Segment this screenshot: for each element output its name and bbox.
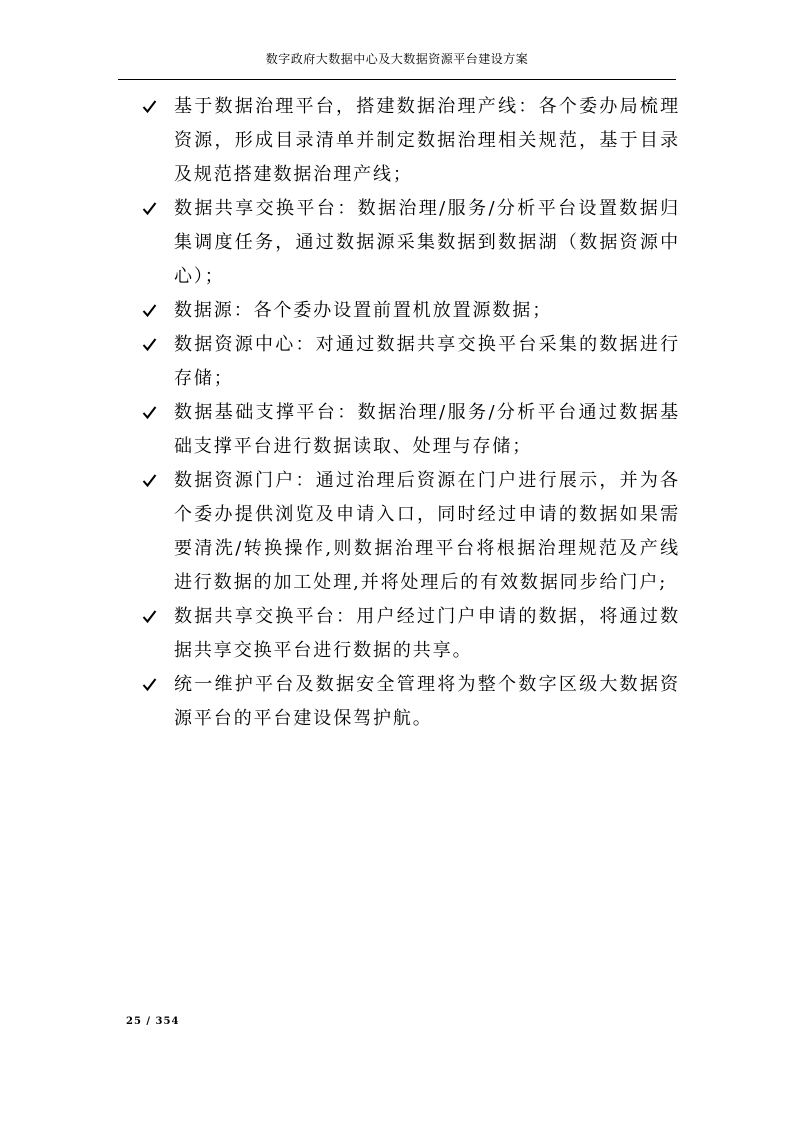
list-item-text: 数据资源门户：通过治理后资源在门户进行展示，并为各个委办提供浏览及申请入口，同时经过申请的数据如果需要清洗/转换操作,则数据治理平台将根据治理规范及产线进行数据的加工处理,并将处理后的有效数据同步给门户; [174,470,680,593]
bullet-list [140,90,680,736]
list-item-text: 数据共享交换平台：用户经过门户申请的数据，将通过数据共享交换平台进行数据的共享。 [174,606,680,661]
list-item [140,90,680,192]
list-item [140,396,680,464]
list-item-text: 基于数据治理平台，搭建数据治理产线：各个委办局梳理资源，形成目录清单并制定数据治理相关规范，基于目录及规范搭建数据治理产线； [174,96,680,185]
list-item-text: 统一维护平台及数据安全管理将为整个数字区级大数据资源平台的平台建设保驾护航。 [174,674,680,729]
list-item [140,294,680,328]
page-number: 25 / 354 [126,1016,180,1027]
page-header: 数字政府大数据中心及大数据资源平台建设方案 [265,52,529,66]
list-item-text: 数据共享交换平台：数据治理/服务/分析平台设置数据归集调度任务，通过数据源采集数据到数据湖（数据资源中心）； [174,198,680,287]
list-item [140,600,680,668]
check-icon [140,464,162,498]
check-icon [140,294,162,328]
check-icon [140,668,162,702]
list-item [140,464,680,600]
list-item-text: 数据基础支撑平台：数据治理/服务/分析平台通过数据基础支撑平台进行数据读取、处理与存储； [174,402,680,457]
check-icon [140,396,162,430]
header-divider [118,79,676,80]
check-icon [140,600,162,634]
list-item-text: 数据资源中心：对通过数据共享交换平台采集的数据进行存储； [174,334,680,389]
check-icon [140,328,162,362]
check-icon [140,192,162,226]
check-icon [140,90,162,124]
list-item [140,328,680,396]
list-item [140,668,680,736]
list-item [140,192,680,294]
list-item-text: 数据源：各个委办设置前置机放置源数据； [174,300,553,321]
